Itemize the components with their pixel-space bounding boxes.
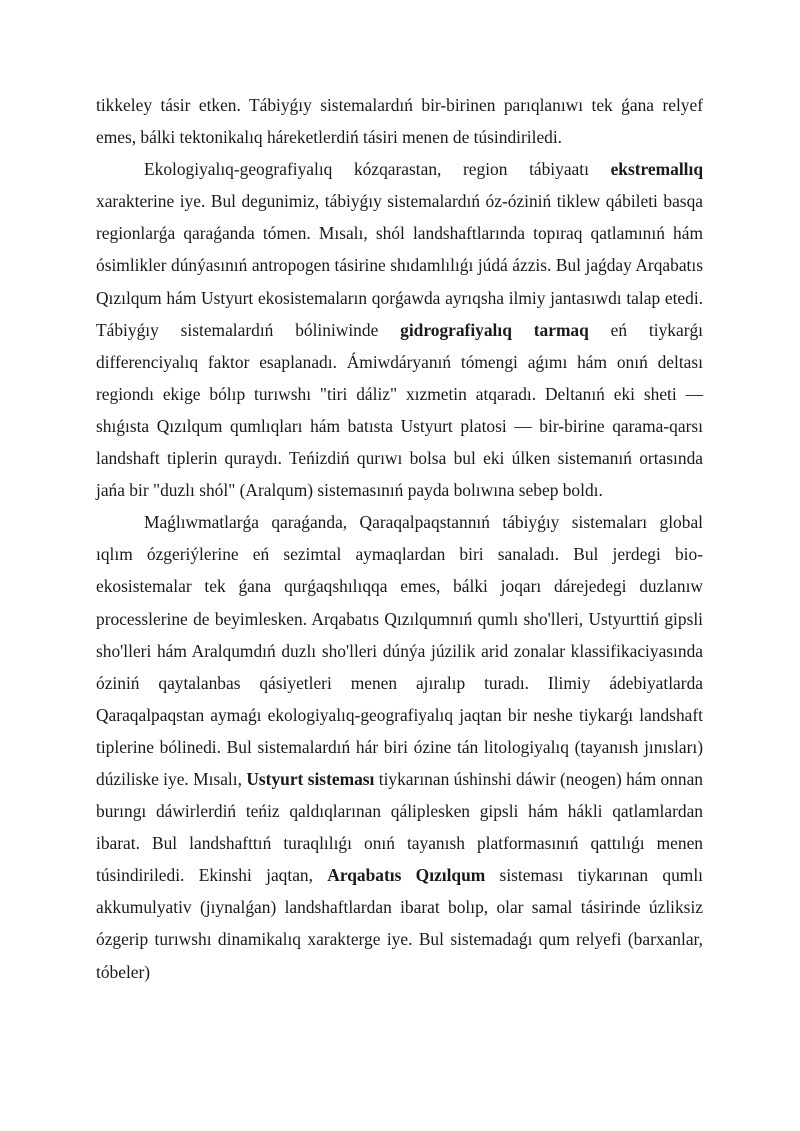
bold-term-gidrografiyaliq-tarmaq: gidrografiyalıq tarmaq [400, 319, 589, 340]
bold-term-arqabatis-qizilqum: Arqabatıs Qızılqum [327, 865, 486, 886]
text-run: sisteması tiykarınan qumlı akkumulyativ (jıynalǵan) landshaftlardan ibarat bolıp, olar samal tásirinde úzliksiz ózgerip turıwshı dinamikalıq xarakterge iye. Bul sistemadaǵı qum relyefi (barxanlar, tóbeler) [96, 865, 703, 982]
bold-term-ustyurt-sistemasi: Ustyurt sisteması [246, 768, 375, 789]
document-body [96, 89, 703, 988]
paragraph-1 [96, 89, 703, 153]
text-run: xarakterine iye. Bul degunimiz, tábiyǵıy sistemalardıń óz-óziniń tiklew qábileti basqa regionlarǵa qaraǵanda tómen. Mısalı, shól landshaftlarında topıraq qatlamınıń hám ósimlikler dúnýasınıń antropogen tásirine shıdamlılıǵı júdá ázzis. Bul jaǵday Arqabatıs Qızılqum hám Ustyurt ekosistemaların qorǵawda ayrıqsha ilmiy jantasıwdı talap etedi. Tábiyǵıy sistemalardıń bóliniwinde [96, 191, 703, 340]
text-run: Ekologiyalıq-geografiyalıq kózqarastan, region tábiyaatı [144, 159, 611, 180]
text-run: eń tiykarǵı differenciyalıq faktor esaplanadı. Ámiwdáryanıń tómengi aǵımı hám onıń deltası regiondı ekige bólıp turıwshı "tiri dáliz" xızmetin atqaradı. Deltanıń eki sheti — shıǵısta Qızılqum qumlıqları hám batısta Ustyurt platosi — bir-birine qarama-qarsı landshaft tiplerin quraydı. Teńizdiń qurıwı bolsa bul eki úlken sistemanıń ortasında jańa bir "duzlı shól" (Aralqum) sistemasınıń payda bolıwına sebep boldı. [96, 319, 704, 501]
paragraph-2 [96, 153, 703, 506]
text-run: Maǵlıwmatlarǵa qaraǵanda, Qaraqalpaqstannıń tábiyǵıy sistemaları global ıqlım ózgeriýlerine eń sezimtal aymaqlardan biri sanaladı. Bul jerdegi bio-ekosistemalar tek ǵana qurǵaqshılıqqa emes, bálki joqarı dárejedegi duzlanıw processlerine de beyimlesken. Arqabatıs Qızılqumnıń qumlı sho'lleri, Ustyurttiń gipsli sho'lleri hám Aralqumdıń duzlı sho'lleri dúnýa júzilik arid zonalar klassifikaciyasında óziniń qaytalanbas qásiyetleri menen ajıralıp turadı. Ilimiy ádebiyatlarda Qaraqalpaqstan aymaǵı ekologiyalıq-geografiyalıq jaqtan bir neshe tiykarǵı landshaft tiplerine bólinedi. Bul sistemalardıń hár biri ózine tán litologiyalıq (tayanısh jınısları) dúziliske iye. Mısalı, [96, 512, 703, 789]
paragraph-3 [96, 506, 703, 987]
text-run: tiykarınan úshinshi dáwir (neogen) hám onnan burıngı dáwirlerdiń teńiz qaldıqlarınan qáliplesken gipsli hám hákli qatlamlardan ibarat. Bul landshafttıń turaqlılıǵı onıń tayanısh platformasınıń qattılıǵı menen túsindiriledi. Ekinshi jaqtan, [96, 768, 703, 886]
bold-term-ekstremalliq: ekstremallıq [610, 159, 703, 180]
text-run: tikkeley tásir etken. Tábiyǵıy sistemalardıń bir-birinen parıqlanıwı tek ǵana relyef emes, bálki tektonikalıq háreketlerdiń tásiri menen de túsindiriledi. [96, 95, 703, 148]
